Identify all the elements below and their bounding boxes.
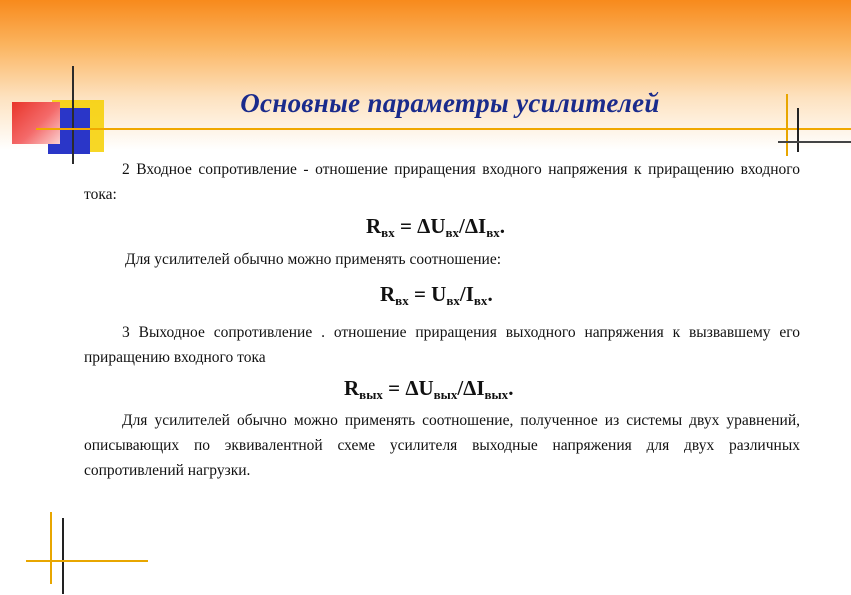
deco-vertical-line-left	[72, 66, 74, 164]
paragraph-output-approximation: Для усилителей обычно можно применять соотношение, полученное из системы двух уравнений, описывающих по эквивалентной схеме усилителя выходные напряжения для двух различных сопротивлений нагрузки.	[84, 412, 800, 479]
deco-vertical-line-bottom-1	[50, 512, 52, 584]
formula-input-approximation: $R_{вх} = U_{вх}/I_{вх}$.	[380, 282, 493, 308]
deco-red-square	[12, 102, 60, 144]
deco-horizontal-line-top	[36, 128, 851, 130]
page-title: Основные параметры усилителей	[240, 88, 660, 118]
paragraph-output-resistance: 3 Выходное сопротивление . отношение приращения выходного напряжения к вызвавшему его приращению входного тока	[84, 324, 800, 366]
paragraph-input-resistance: 2 Входное сопротивление - отношение приращения входного напряжения к приращению входного тока:	[84, 161, 800, 203]
deco-vertical-line-right-2	[797, 108, 799, 152]
deco-horizontal-line-bottom	[26, 560, 148, 562]
deco-horizontal-line-right	[778, 141, 851, 143]
note-input-approximation: Для усилителей обычно можно применять соотношение:	[125, 251, 502, 268]
deco-vertical-line-bottom-2	[62, 518, 64, 594]
deco-vertical-line-right-1	[786, 94, 788, 156]
formula-input-resistance: $R_{вх} = \Delta U_{вх}/\Delta I_{вх}$.	[366, 214, 506, 240]
formula-output-resistance: $R_{вых} = \Delta U_{вых}/\Delta I_{вых}$.	[344, 376, 514, 402]
